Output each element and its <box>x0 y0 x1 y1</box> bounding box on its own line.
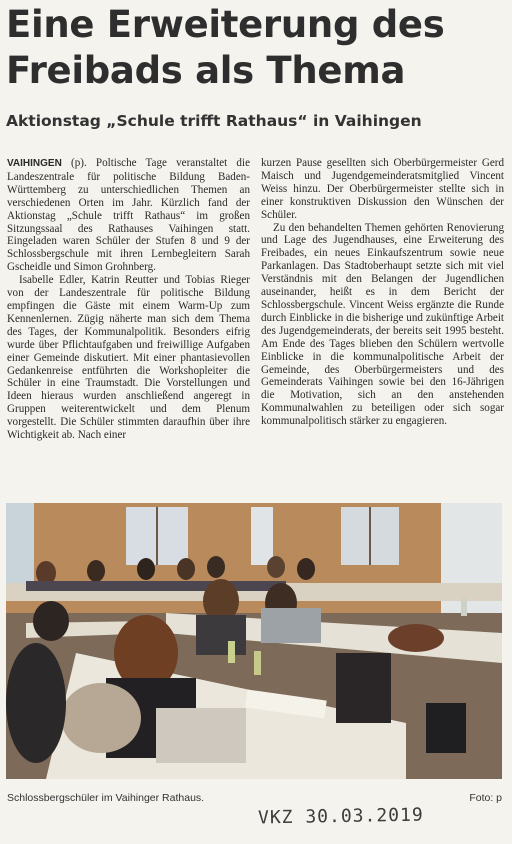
paragraph: Zu den behandelten Themen gehörten Renovierung und Lage des Jugendhauses, eine Erweiterung des Freibades, ein neues Einkaufszentrum sowie neue Parkanlagen. Das Stadtoberhaupt setzte sich mit viel Verständnis mit den Belangen der Jugendlichen auseinander, heißt es in dem Bericht der Schlossbergschule. Vincent Weiss ergänzte die Runde durch Einblicke in die bisherige und zukünftige Arbeit des Jugendgemeinderats, der bereits seit 1995 besteht. Am Ende des Tages blieben den Schülern wertvolle Einblicke in die kommunalpolitische Arbeit der Gemeinde, des Oberbürgermeisters und des Gemeinderats Vaihingen sowie bei den 16-Jährigen die Motivation, sich an den anstehenden Kommunalwahlen zu beteiligen oder sich sogar kommunalpolitisch stärker zu engagieren. <box>261 221 504 428</box>
handwritten-source-date: VKZ 30.03.2019 <box>257 804 424 829</box>
article-column-left <box>7 157 250 442</box>
dateline: VAIHINGEN <box>7 158 62 169</box>
headline: Eine Erweiterung des Freibads als Thema <box>6 3 445 92</box>
article-column-right <box>261 157 504 428</box>
paragraph: VAIHINGEN (p). Poltische Tage veranstaltet die Landeszentrale für politische Bildung Baden-Württemberg zu unterschiedlichen Themen an verschiedenen Orten im Jahr. Kürzlich fand der Aktionstag „Schule trifft Rathaus“ im großen Sitzungssaal des Rathauses Vaihingen statt. Eingeladen waren Schüler der Stufen 8 und 9 der Schlossbergschule mit ihren Lernbegleitern Sarah Gscheidle und Simon Grohnberg. <box>7 157 250 274</box>
paragraph: kurzen Pause gesellten sich Oberbürgermeister Gerd Maisch und Jugendgemeinderatsmitglied Vincent Weiss hinzu. Der Oberbürgermeister stellte sich in einer konstruktiven Diskussion den Wünschen der Schüler. <box>261 157 504 221</box>
photo-caption: Schlossbergschüler im Vaihinger Rathaus. <box>7 792 205 804</box>
subheadline: Aktionstag „Schule trifft Rathaus“ in Vaihingen <box>6 112 422 130</box>
classroom-photo-illustration <box>6 503 502 779</box>
photo-credit: Foto: p <box>469 792 502 804</box>
paragraph: Isabelle Edler, Katrin Reutter und Tobias Rieger von der Landeszentrale für politische Bildung empfingen die Gäste mit einem Warm-Up zum Kennenlernen. Zügig näherte man sich dem Thema des Tages, der Kommunalpolitik. Besonders eifrig wurde über Pflichtaufgaben und freiwillige Aufgaben einer Gemeinde diskutiert. Mit einer phantasievollen Gedankenreise entführten die Workshopleiter die Schüler in eine Traumstadt. Die Vorstellungen und Ideen hieraus wurden anschließend angeregt in Gruppen weiterentwickelt und dem Plenum vorgestellt. Die Schüler stimmten daraufhin über ihre Wichtigkeit ab. Nach einer <box>7 274 250 442</box>
article-photo <box>6 503 502 779</box>
